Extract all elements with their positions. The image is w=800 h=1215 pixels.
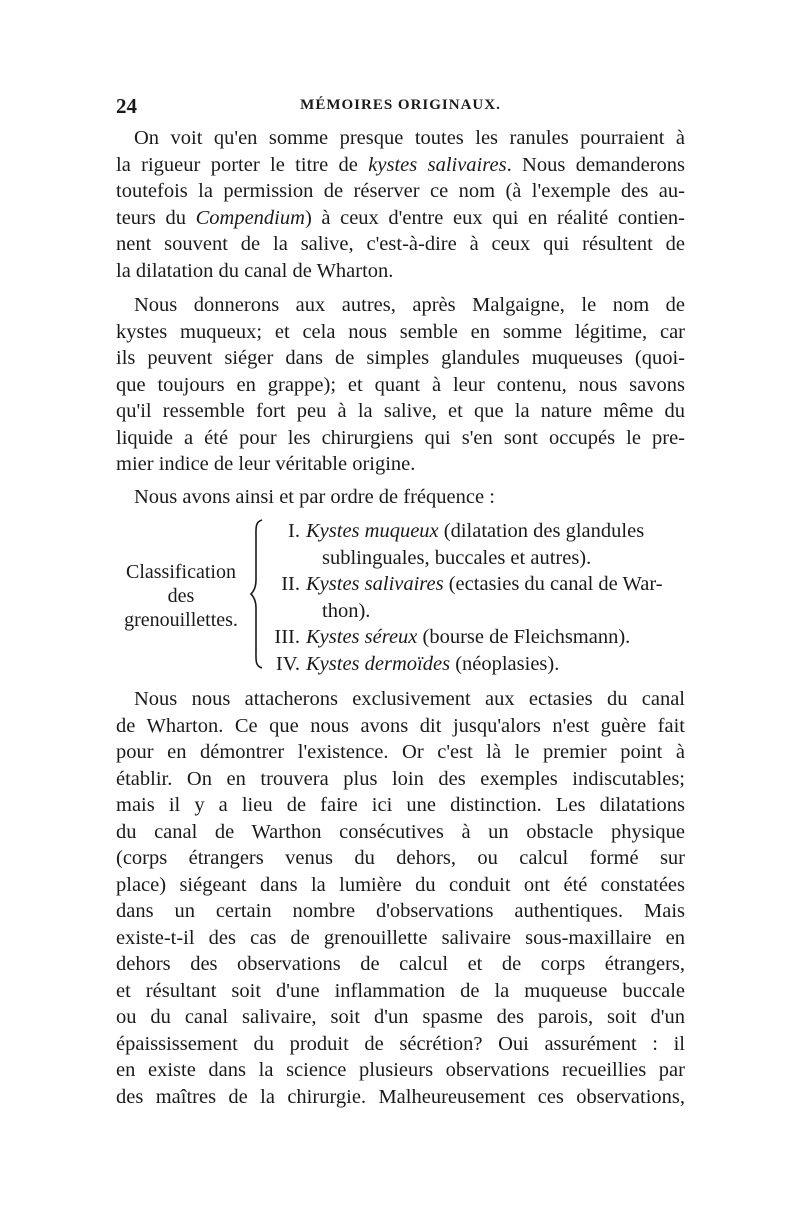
- item-description: (ectasies du canal de War-: [443, 573, 663, 595]
- text-line: On voit qu'en somme presque toutes les ranules pourraient à: [134, 127, 685, 149]
- text-line: nent souvent de la salive, c'est-à-dire à ceux qui résultent de: [116, 233, 685, 255]
- text-line: toutefois la permission de réserver ce nom (à l'exemple des au-: [116, 180, 685, 202]
- text-span: la rigueur porter le titre de: [116, 153, 369, 176]
- text-line: [116, 152, 685, 179]
- item-number: II.: [281, 573, 300, 595]
- classification-item: [264, 518, 685, 545]
- italic-term: Kystes salivaires: [306, 573, 444, 595]
- paragraph-4: [116, 686, 685, 1110]
- running-head: MÉMOIRES ORIGINAUX.: [300, 97, 501, 113]
- item-description: (dilatation des glandules: [438, 520, 645, 542]
- text-line: Nous nous attacherons exclusivement aux ectasies du canal: [134, 688, 685, 710]
- text-line: la dilatation du canal de Wharton.: [116, 259, 394, 282]
- text-line: établir. On en trouvera plus loin des exemples indiscutables;: [116, 767, 685, 790]
- text-line: kystes muqueux; et cela nous semble en somme légitime, car: [116, 320, 685, 343]
- classification-item: [264, 651, 685, 678]
- classification-label-line: Classification: [126, 561, 236, 583]
- classification-item-continuation: thon).: [322, 599, 371, 622]
- page-header: [116, 94, 685, 122]
- paragraph-3: [116, 484, 685, 511]
- italic-term: Kystes muqueux: [306, 520, 439, 542]
- paragraph-1: [116, 125, 685, 284]
- italic-term: kystes salivaires: [368, 153, 507, 176]
- text-span: ) à ceux d'entre eux qui en réalité contien-: [304, 206, 685, 229]
- item-number: I.: [288, 520, 300, 542]
- classification-list: [264, 518, 685, 677]
- text-line: existe-t-il des cas de grenouillette salivaire sous-maxillaire en: [116, 926, 685, 949]
- text-line: Nous donnerons aux autres, après Malgaigne, le nom de: [134, 294, 685, 316]
- page-number: 24: [116, 94, 137, 118]
- text-line: du canal de Warthon consécutives à un obstacle physique: [116, 820, 685, 843]
- classification-item: [264, 571, 685, 598]
- classification-label-line: des: [167, 585, 195, 607]
- classification-label: [116, 560, 246, 632]
- text-line: liquide a été pour les chirurgiens qui s'en sont occupés le pre-: [116, 426, 685, 449]
- text-line: ils peuvent siéger dans de simples glandules muqueuses (quoi-: [116, 347, 685, 369]
- text-line: mier indice de leur véritable origine.: [116, 453, 416, 475]
- text-line: pour en démontrer l'existence. Or c'est là le premier point à: [116, 741, 685, 763]
- text-line: ou du canal salivaire, soit d'un spasme des parois, soit d'un: [116, 1006, 685, 1028]
- item-number: III.: [274, 626, 300, 648]
- text-line: Nous avons ainsi et par ordre de fréquence :: [134, 486, 495, 508]
- paragraph-2: [116, 292, 685, 478]
- text-line: dehors des observations de calcul et de corps étrangers,: [116, 953, 685, 975]
- italic-term: Compendium: [195, 206, 305, 229]
- item-description: (bourse de Fleichsmann).: [417, 626, 631, 648]
- text-line: et résultant soit d'une inflammation de la muqueuse buccale: [116, 979, 685, 1002]
- italic-term: Kystes séreux: [306, 626, 418, 648]
- item-number: IV.: [275, 652, 300, 675]
- classification-label-line: grenouillettes.: [124, 609, 238, 631]
- text-line: [116, 205, 685, 232]
- item-description: (néoplasies).: [450, 652, 560, 675]
- text-line: que toujours en grappe); et quant à leur contenu, nous savons: [116, 373, 685, 396]
- classification-item-continuation: sublinguales, buccales et autres).: [322, 546, 592, 569]
- italic-term: Kystes dermoïdes: [306, 652, 451, 675]
- text-line: en existe dans la science plusieurs observations recueillies par: [116, 1059, 685, 1081]
- text-line: (corps étrangers venus du dehors, ou calcul formé sur: [116, 847, 685, 869]
- classification-item: [264, 624, 685, 651]
- text-span: teurs du: [116, 206, 196, 229]
- text-line: de Wharton. Ce que nous avons dit jusqu'alors n'est guère fait: [116, 714, 685, 737]
- curly-brace-icon: [250, 518, 264, 670]
- text-span: . Nous demanderons: [506, 153, 685, 176]
- text-line: mais il y a lieu de faire ici une distinction. Les dilatations: [116, 794, 685, 816]
- text-line: épaississement du produit de sécrétion? Oui assurément : il: [116, 1032, 685, 1055]
- text-line: qu'il ressemble fort peu à la salive, et que la nature même du: [116, 400, 685, 422]
- text-line: des maîtres de la chirurgie. Malheureusement ces observations,: [116, 1085, 685, 1108]
- text-line: dans un certain nombre d'observations authentiques. Mais: [116, 900, 685, 922]
- text-line: place) siégeant dans la lumière du conduit ont été constatées: [116, 873, 685, 896]
